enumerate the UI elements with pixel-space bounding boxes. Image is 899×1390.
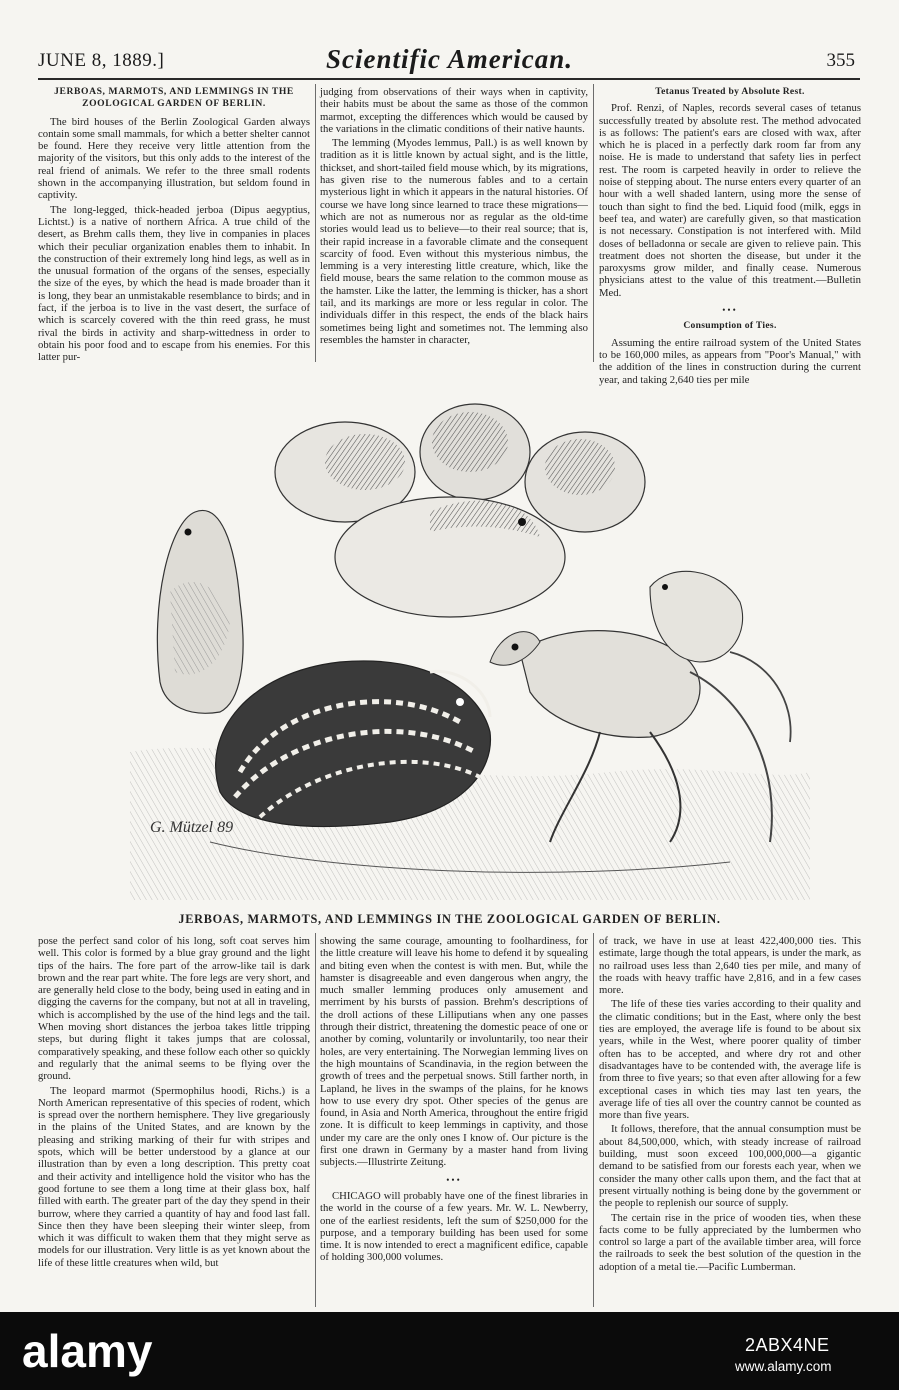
column-divider — [593, 933, 594, 1307]
column-left-top — [38, 86, 310, 362]
lemming-group — [275, 404, 645, 617]
article-heading-ties: Consumption of Ties. — [683, 320, 777, 332]
paragraph: The bird houses of the Berlin Zoological Garden always contain some small mammals, for which a better shelter cannot be found. Here they receive very little attention from the majority of the visitors, but this only adds to the interest of the real friend of animals. We refer to the three small rodents shown in the accompanying illustration, but seldom found in captivity. — [38, 115, 310, 202]
alamy-logo-text: alamy — [22, 1325, 153, 1377]
paragraph: The lemming (Myodes lemmus, Pall.) is as well known by tradition as it is little known by actual sight, and is the little, thickset, and short-tailed field mouse which, by its migrations, has given rise to the numerous fables and to a certain mysterious light in which it appears in the natural histories. Of course we have long since learned to trace these migrations—which are not as numerous nor as regular as the old-time stories would lead us to believe—to their real source; that is, their rapid increase in a favorable climate and the consequent scarcity of food. Even without this mysterious nimbus, the lemming is a very interesting little creature, which, like the field mouse, bears the same relation to the common mouse as the hamster. Like the latter, the lemming is thicker, has a short tail, and its markings are more or less regular in color. The individuals differ in this respect, the ends of the black hairs sometimes being light and sometimes not. The lemming also resembles the hamster in character, — [320, 137, 588, 346]
marmot-upright — [157, 510, 243, 713]
issue-date: JUNE 8, 1889.] — [38, 50, 165, 71]
paragraph: Prof. Renzi, of Naples, records several cases of tetanus successfully treated by absolute rest. The method advocated is as follows: The patient's ears are closed with wax, after which he is placed in a perfectly dark room far from any noise. He is made to understand that safety lies in perfect rest. The room is carpeted heavily in order to relieve the noise of stepping about. The nurse enters every quarter of an hour with a well shaded lantern, using more the sense of touch than sight to find the bed. Liquid food (milk, eggs in beef tea, and water) are carefully given, so that mastication is not necessary. Constipation is not interfered with. Mild doses of belladonna or secale are given to relieve pain. This treatment does not shorten the disease, but under it the paroxysms grow milder, and finally cease. Numerous physicians attest to the value of this treatment.—Bulletin Med. — [599, 102, 861, 299]
paragraph-chicago: CHICAGO will probably have one of the finest libraries in the world in the course of a few years. Mr. W. L. Newberry, one of the earliest residents, left the sum of $250,000 for the purpose, and a temporary building has been used for some time. It is now intended to erect a magnificent edifice, capable of holding 300,000 volumes. — [320, 1189, 588, 1264]
header-rule — [38, 78, 860, 80]
illustration-caption: JERBOAS, MARMOTS, AND LEMMINGS IN THE ZOOLOGICAL GARDEN OF BERLIN. — [178, 912, 721, 926]
column-right-bottom — [599, 935, 861, 1307]
column-divider — [593, 84, 594, 362]
paragraph: pose the perfect sand color of his long, soft coat serves him well. This color is formed by a blue gray ground and the light tips of the hairs. The fore part of the arrow-like tail is dark brown and the rear part white. The fore legs are very short, and are generally held close to the body, being used in eating and in digging the caverns for the company, but not at all in traveling, which is accomplished by the use of the hind legs and the tail. When moving short distances the jerboa takes little tripping steps, but during flight it takes jumps that are colossal, comparatively speaking, and these follow each other so quickly and regularly that the animal seems to be flying over the ground. — [38, 935, 310, 1083]
rodents-engraving — [130, 372, 810, 900]
column-middle-bottom — [320, 935, 588, 1307]
article-heading-tetanus: Tetanus Treated by Absolute Rest. — [655, 86, 805, 97]
engraving-illustration — [130, 372, 810, 900]
leopard-marmot — [216, 661, 491, 827]
column-left-bottom — [38, 935, 310, 1307]
masthead-title: Scientific American. — [326, 44, 573, 74]
section-divider: ••• — [446, 1174, 462, 1185]
paragraph: The life of these ties varies according to their quality and the climatic conditions; but in the East, where only the best ties are employed, the average life is found to be about six years, while in the West, where poorer quality of timber often has to be accepted, and where dry rot and other disadvantages have to be contended with, the average life is from three to five years; so that even after allowing for a few exceptional cases in which ties may last ten years, the average life of ties all over the country cannot be counted as more than five years. — [599, 998, 861, 1122]
column-divider — [315, 84, 316, 362]
paragraph: The certain rise in the price of wooden ties, when these facts come to be fully appreciated by the lumbermen who control so large a part of the available timber area, will force the railroads to seek the best solution of the question in the adoption of a metal tie.—Pacific Lumberman. — [599, 1211, 861, 1273]
page-number: 355 — [826, 50, 855, 71]
paragraph: The long-legged, thick-headed jerboa (Dipus aegyptius, Lichtst.) is a native of northern Africa. A true child of the desert, as Brehm calls them, they live in companies in places which their peculiar organization enables them to inhabit. In the construction of their extremely long hind legs, as well as in the unusual formation of the organs of the senses, especially the size of the eyes, by which the head is made broader than it is long, they bear an unmistakable resemblance to birds; and in fact, if the jerboa is to live in the vast desert, the surface of which is scarcely covered with the thin reed grass, he must rival the birds in activity and sharp-wittedness in order to obtain his poor food and to escape from his enemies. For this latter pur- — [38, 203, 310, 364]
paragraph: Assuming the entire railroad system of the United States to be 160,000 miles, as appears from "Poor's Manual," with the addition of the lines in construction during the current year, and taking 2,640 ties per mile — [599, 336, 861, 386]
alamy-logo — [22, 1325, 172, 1377]
paragraph: of track, we have in use at least 422,400,000 ties. This estimate, large though the total appears, is under the mark, as no railroad uses less than 2,640 ties per mile, and many of the roads with heavy traffic have 2,816, and in a few cases more. — [599, 935, 861, 997]
column-middle-top — [320, 86, 588, 362]
section-divider: ••• — [722, 305, 738, 316]
image-id: 2ABX4NE — [745, 1335, 830, 1355]
paragraph: showing the same courage, amounting to foolhardiness, for the little creature will leave his home to defend it by squealing and biting even when the contest is with men. But, while the hamster is disagreeable and even dangerous when angry, the much smaller lemming produces only amusement and merriment by his bursts of passion. Brehm's descriptions of the droll actions of these Lilliputians when any one passes through their district, threatening the domestic peace of one or another by coming, voluntarily or involuntarily, too near their holes, are very entertaining. The Norwegian lemming lives on the high mountains of Scandinavia, in the region between the growth of trees and the perpetual snows. Still farther north, in Lapland, he lives in the swamps of the plains, for he knows how to use every dry spot. Other species of the genus are found, in Asia and North America, throughout the entire frigid zone. It is difficult to keep lemmings in captivity, and those under my care are the only ones I know of. Our picture is the first one drawn in Germany by a master hand from living subjects.—Illustrirte Zeitung. — [320, 935, 588, 1169]
column-right-top — [599, 86, 861, 386]
column-divider — [315, 933, 316, 1307]
stock-url: www.alamy.com — [735, 1359, 832, 1374]
paragraph: judging from observations of their ways when in captivity, their habits must be about the same as those of the common marmot, excepting the differences which would be caused by the variations in the climatic conditions of their native haunts. — [320, 86, 588, 135]
paragraph: The leopard marmot (Spermophilus hoodi, Richs.) is a North American representative of this species of rodent, which is spread over the northern hemisphere. They live gregariously in the plains of the United States, and are known by the pleasing and striking marking of their fur with stripes and spots, which will be better understood by a glance at our illustration than by even a long description. This pretty coat and their activity and intelligence hold the visitor who has the good fortune to see them a long time at their glass box, half filled with earth. The greater part of the day they spend in their burrow, where they carried a quantity of hay and food last fall. Since then they have been sleeping their winter sleep, from which it was difficult to waken them that they might serve as models for our illustration. Very little is as yet known about the life of these little creatures when wild, but — [38, 1084, 310, 1269]
paragraph: It follows, therefore, that the annual consumption must be about 84,500,000, which, with steady increase of railroad building, must soon exceed 100,000,000—a gigantic demand to be satisfied from our forests each year, when we consider the many other calls upon them, and the fact that at present virtually nothing is being done by the government or the people to replenish our source of supply. — [599, 1123, 861, 1210]
artist-signature: G. Mützel 89 — [150, 819, 234, 836]
article-heading-jerboas: JERBOAS, MARMOTS, AND LEMMINGS IN THE ZOOLOGICAL GARDEN OF BERLIN. — [54, 86, 294, 110]
